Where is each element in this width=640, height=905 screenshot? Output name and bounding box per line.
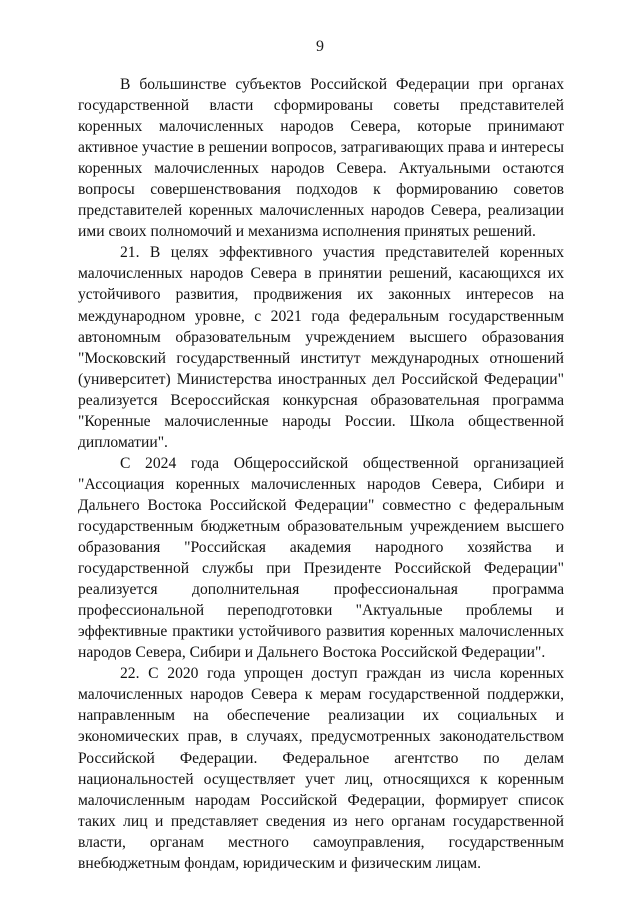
- page-number: 9: [316, 38, 324, 55]
- document-body: [78, 74, 564, 874]
- paragraph-councils: В большинстве субъектов Российской Федерации при органах государственной власти сформированы советы представителей коренных малочисленных народов Севера, которые принимают активное участие в решении вопросов, затрагивающих права и интересы коренных малочисленных народов Севера. Актуальными остаются вопросы совершенствования подходов к формированию советов представителей коренных малочисленных народов Севера, реализации ими своих полномочий и механизма исполнения принятых решений.: [78, 76, 564, 241]
- paragraph-2024-program: С 2024 года Общероссийской общественной организацией "Ассоциация коренных малочисленных народов Севера, Сибири и Дальнего Востока Российской Федерации" совместно с федеральным государственным бюджетным образовательным учреждением высшего образования "Российская академия народного хозяйства и государственной службы при Президенте Российской Федерации" реализуется дополнительная профессиональная программа профессиональной переподготовки "Актуальные проблемы и эффективные практики устойчивого развития коренных малочисленных народов Севера, Сибири и Дальнего Востока Российской Федерации".: [78, 454, 564, 662]
- paragraph-21-diplomacy-school: 21. В целях эффективного участия представителей коренных малочисленных народов Севера в принятии решений, касающихся их устойчивого развития, продвижения их законных интересов на международном уровне, с 2021 года федеральным государственным автономным образовательным учреждением высшего образования "Московский государственный институт международных отношений (университет) Министерства иностранных дел Российской Федерации" реализуется Всероссийская конкурсная образовательная программа "Коренные малочисленные народы России. Школа общественной дипломатии".: [78, 244, 564, 451]
- paragraph-22-state-support: 22. С 2020 года упрощен доступ граждан из числа коренных малочисленных народов Севера к мерам государственной поддержки, направленным на обеспечение реализации их социальных и экономических прав, в случаях, предусмотренных законодательством Российской Федерации. Федеральное агентство по делам национальностей осуществляет учет лиц, относящихся к коренным малочисленным народам Российской Федерации, формирует список таких лиц и представляет сведения из него органам государственной власти, органам местного самоуправления, государственным внебюджетным фондам, юридическим и физическим лицам.: [78, 665, 564, 872]
